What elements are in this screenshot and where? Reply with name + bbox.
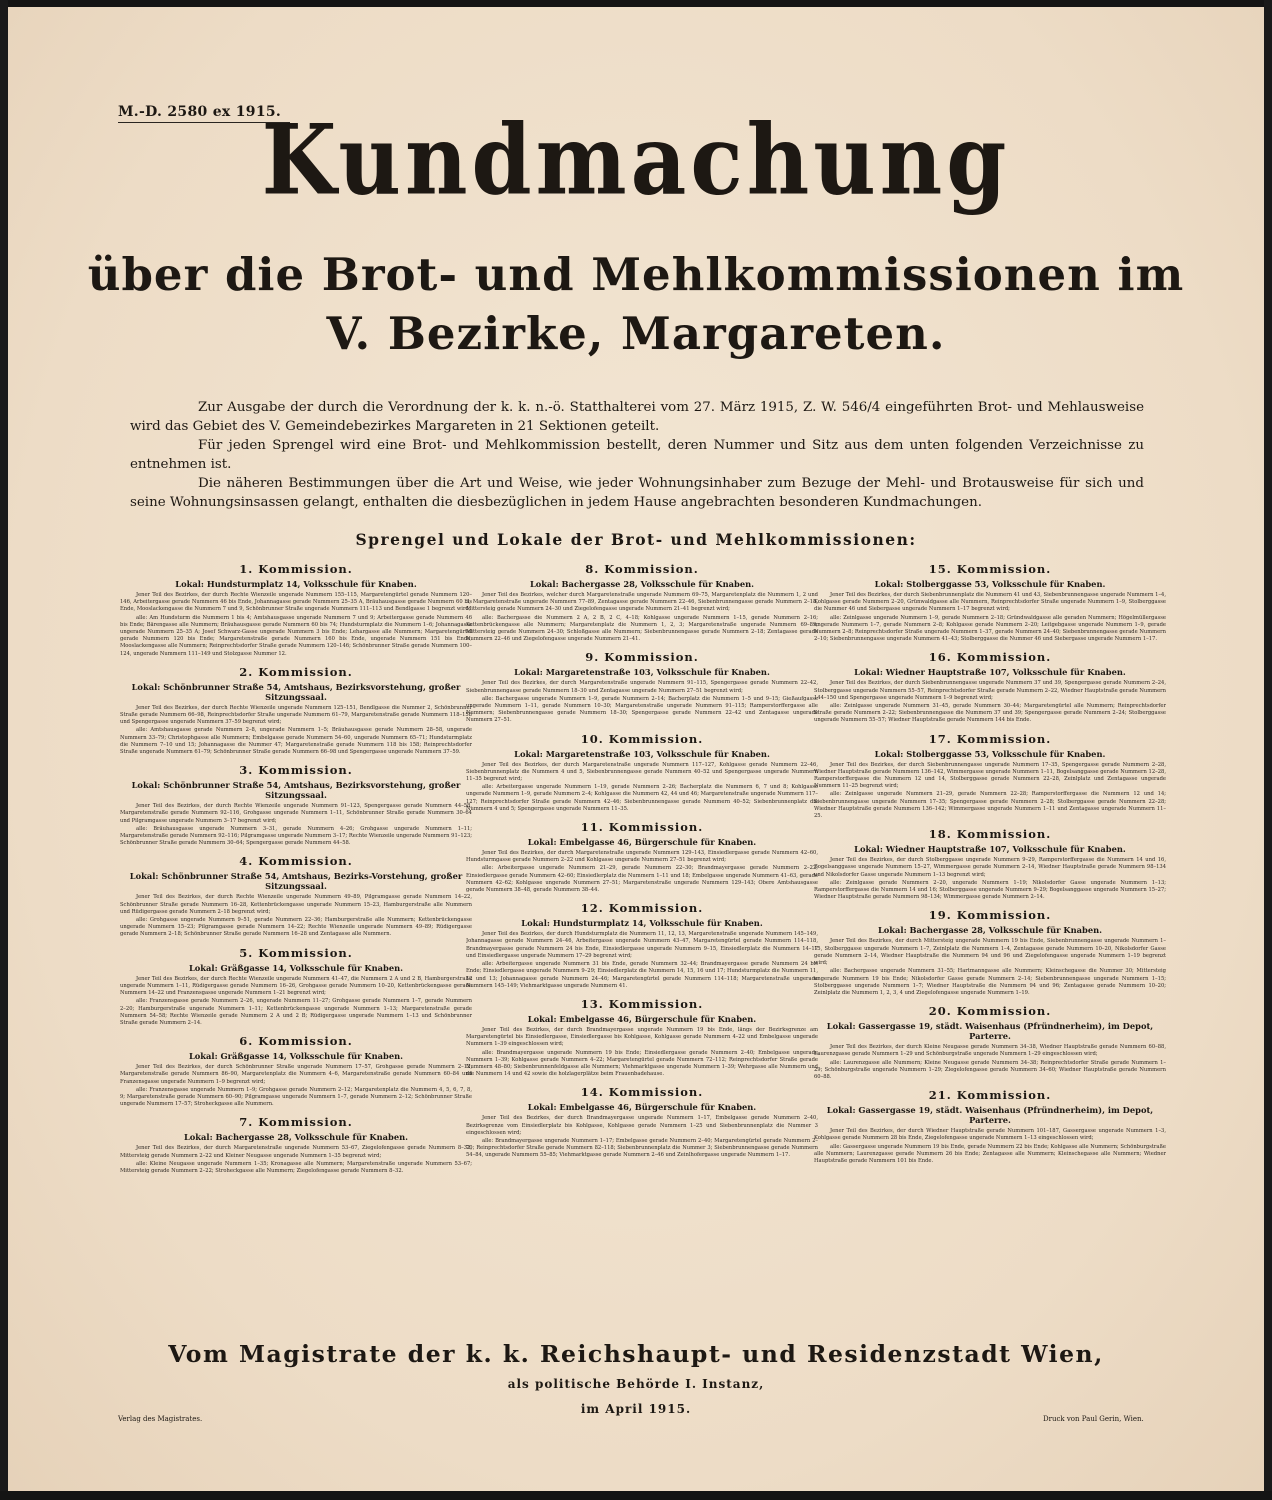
commission-paragraph: alle: Arbeitergasse ungerade Nummern 1–19, gerade Nummern 2–26; Bacherplatz die Nummern 6, 7 und 8; Kohlgasse ungerade Nummern 1–9, gerade Nummern 2–4; Kohlgasse die Nummern 42, 44 und 46; Margaretenstraße ungerade Nummern 117–127; Reinprechtsdorfer Straße gerade Nummern 42–46; Siebenbrunnengasse gerade Nummern 40–52; Siebenbrunnenplatz die Nummern 4 und 5; Spengergasse ungerade Nummern 11–35. <box>466 784 818 812</box>
commission-block <box>466 820 818 894</box>
commission-paragraph: Jener Teil des Bezirkes, der durch Brandmayergasse ungerade Nummern 19 bis Ende, längs der Bezirksgrenze am Margaretengürtel bis Einsiedlergasse, Einsiedlergasse bis Kohlgasse, Kohlgasse gerade Nummern 4–22 und Embelgasse ungerade Nummern 1–39 eingeschlossen wird; <box>466 1026 818 1048</box>
commission-block <box>120 562 472 658</box>
commission-paragraph: Jener Teil des Bezirkes, der durch Margaretenstraße ungerade Nummern 91–115, Spengergasse gerade Nummern 22–42, Siebenbrunnengasse gerade Nummern 18–30 und Zentagasse ungerade Nummern 27–51 begrenzt wird; <box>466 680 818 694</box>
commission-block <box>466 901 818 990</box>
commission-location: Lokal: Margaretenstraße 103, Volksschule für Knaben. <box>514 748 770 759</box>
commission-title: 19. Kommission. <box>928 908 1052 923</box>
commission-description <box>120 1064 472 1108</box>
commission-paragraph: alle: Kleine Neugasse ungerade Nummern 1–35; Kronagasse alle Nummern; Margaretenstraße ungerade Nummern 53–67; Mittersteig gerade Nummern 2–22; Stroheckgasse alle Nummern; Ziegelofengasse gerade Nummern 8–32. <box>120 1160 472 1174</box>
authority-line: als politische Behörde I. Instanz, <box>507 1377 765 1391</box>
commission-paragraph: Jener Teil des Bezirkes, der durch Margaretenstraße ungerade Nummern 53–67, Ziegelofengasse gerade Nummern 8–32, Mittersteig gerade Nummern 2–22 und Kleiner Neugasse ungerade Nummern 1–35 begrenzt wird; <box>120 1145 472 1159</box>
commission-paragraph: Jener Teil des Bezirkes, der durch Rechte Wienzeile ungerade Nummern 155–115, Margaretengürtel gerade Nummern 120–146, Arbeitergasse gerade Nummern 46 bis Ende, Johannagasse gerade Nummern 25–35 A, Bräuhausgasse gerade Nummern 60 bis Ende, Mooslackengasse die Nummern 7 und 9, Schönbrunner Straße ungerade Nummern 111–113 und Bendlgasse 1 begrenzt wird; <box>120 592 472 613</box>
commission-block <box>814 827 1166 901</box>
commission-title: 4. Kommission. <box>239 854 353 869</box>
scan-border-left <box>0 0 8 1500</box>
scan-border-right <box>1264 0 1272 1500</box>
page-title: Kundmachung <box>261 103 1011 217</box>
commission-block <box>814 732 1166 821</box>
commission-description <box>120 592 472 658</box>
commission-description <box>120 705 472 756</box>
section-heading: Sprengel und Lokale der Brot- und Mehlkommissionen: <box>355 530 917 549</box>
commission-description <box>814 938 1166 997</box>
intro-text <box>130 398 1144 512</box>
commission-block <box>814 650 1166 724</box>
reference-number: M.-D. 2580 ex 1915. <box>118 104 290 123</box>
scan-border-bottom <box>0 1491 1272 1500</box>
commission-title: 12. Kommission. <box>580 901 704 916</box>
commission-location: Lokal: Bachergasse 28, Volksschule für Knaben. <box>529 579 755 589</box>
commission-paragraph: alle: Franzensgasse ungerade Nummern 1–9; Grohgasse gerade Nummern 2–12; Margaretenplatz die Nummern 4, 5, 6, 7, 8, 9; Margaretenstraße gerade Nummern 60–90; Pilgramgasse ungerade Nummern 1–7, gerade Nummern 2–12; Schönbrunner Straße ungerade Nummern 17–57; Stroheckgasse alle Nummern. <box>120 1086 472 1108</box>
date-line: im April 1915. <box>580 1402 692 1416</box>
commission-description <box>466 931 818 990</box>
commission-description <box>814 1128 1166 1165</box>
commission-block <box>120 1034 472 1108</box>
commission-description <box>814 592 1166 643</box>
commission-paragraph: Jener Teil des Bezirkes, der durch Siebenbrunnengasse ungerade Nummern 17–35, Spengergasse gerade Nummern 2–28, Wiedner Hauptstraße gerade Nummern 136–142, Wimmergasse ungerade Nummern 1–11, Bogelsanggasse gerade Nummern 12–28, Ramperstorffergasse die Nummern 12 und 14, Stolberggasse gerade Nummern 22–28, Zeinlplatz und Zentagasse ungerade Nummern 11–25 begrenzt wird; <box>814 761 1166 790</box>
commission-location: Lokal: Embelgasse 46, Bürgerschule für Knaben. <box>527 1013 757 1024</box>
commission-paragraph: alle: Zeinlgasse ungerade Nummern 31–45, gerade Nummern 30–44; Margaretengürtel alle Nummern; Reinprechtsdorfer Straße gerade Nummern 2–22; Siebenbrunnengasse die Nummern 37 und 39; Spengergasse gerade Nummern 2–24; Stolberggasse ungerade Nummern 55–57; Wiedner Hauptstraße gerade Nummern 144 bis Ende. <box>814 703 1166 724</box>
commission-column-1 <box>120 562 472 1342</box>
commission-title: 11. Kommission. <box>580 820 704 835</box>
intro-paragraph: Zur Ausgabe der durch die Verordnung der k. k. n.-ö. Statthalterei vom 27. März 1915, Z. W. 546/4 eingeführten Brot- und Mehlausweise wird das Gebiet des V. Gemeindebezirkes Margareten in 21 Sektionen geteilt. <box>130 400 1144 434</box>
commission-description <box>466 680 818 724</box>
commission-paragraph: alle: Arbeitergasse ungerade Nummern 21–29, gerade Nummern 22–30; Brandmayergasse gerade Nummern 2–22; Einsiedlergasse gerade Nummern 42–60; Einsiedlerplatz die Nummern 1–11 und 18; Embelgasse ungerade Nummern 41–63, gerade Nummern 42–62; Kohlgasse ungerade Nummern 27–51; Margaretenstraße ungerade Nummern 129–143; Obere Amtshausgasse gerade Nummern 38–48, gerade Nummern 38–44. <box>466 865 818 894</box>
commission-location: Lokal: Stolberggasse 53, Volksschule für Knaben. <box>874 579 1106 589</box>
commission-block <box>120 665 472 756</box>
commission-paragraph: Jener Teil des Bezirkes, der durch Wiedner Hauptstraße gerade Nummern 101–187, Gassergasse ungerade Nummern 1–3, Kohlgasse gerade Nummern 28 bis Ende, Ziegelofengasse ungerade Nummern 1–13 eingeschlossen wird; <box>814 1128 1166 1142</box>
commission-block <box>814 562 1166 643</box>
commission-location: Lokal: Bachergasse 28, Volksschule für Knaben. <box>183 1132 409 1143</box>
commission-location: Lokal: Hundsturmplatz 14, Volksschule für Knaben. <box>175 579 417 589</box>
commission-block <box>120 946 472 1027</box>
commission-description <box>466 1115 818 1159</box>
commission-paragraph: Jener Teil des Bezirkes, der durch Margaretenstraße ungerade Nummern 117–127, Kohlgasse gerade Nummern 22–46, Siebenbrunnenplatz die Nummern 4 und 5, Siebenbrunnengasse gerade Nummern 40–52 und Spengergasse ungerade Nummern 11–35 begrenzt wird; <box>466 761 818 783</box>
commission-paragraph: Jener Teil des Bezirkes, der durch Schönbrunner Straße ungerade Nummern 17–57, Grohgasse gerade Nummern 2–12, Margaretenstraße gerade Nummern 86–90, Margaretenplatz die Nummern 4–6, Margaretenstraße gerade Nummern 60–84 und Franzensgasse ungerade Nummern 1–9 begrenzt wird; <box>120 1064 472 1085</box>
commission-title: 21. Kommission. <box>928 1088 1052 1103</box>
commission-paragraph: Jener Teil des Bezirkes, der durch Rechte Wienzeile ungerade Nummern 41–47, die Nummern 2 A und 2 B, Hamburgerstraße ungerade Nummern 1–11, Rüdigergasse gerade Nummern 16–26, Grohgasse gerade Nummern 10–20, Kettenbrückengasse gerade Nummern 14–22 und Franzensgasse ungerade Nummern 1–21 begrenzt wird; <box>120 975 472 997</box>
commission-block <box>466 650 818 724</box>
commission-description <box>814 680 1166 724</box>
commission-paragraph: alle: Gassergasse ungerade Nummern 19 bis Ende, gerade Nummern 22 bis Ende; Kohlgasse alle Nummern; Schönburgstraße alle Nummern; Laurenzgasse gerade Nummern 26 bis Ende; Zentagasse alle Nummern; Kleinschegasse alle Nummern; Wiedner Hauptstraße gerade Nummern 101 bis Ende. <box>814 1143 1166 1164</box>
commission-location: Lokal: Schönbrunner Straße 54, Amtshaus, Bezirksvorstehung, großer Sitzungssaal. <box>131 681 461 702</box>
commission-paragraph: Jener Teil des Bezirkes, der durch Hundsturmplatz die Nummern 11, 12, 13, Margaretenstraße ungerade Nummern 145–149, Johannagasse gerade Nummern 24–46, Arbeitergasse ungerade Nummern 43–47, Margaretengürtel gerade Nummern 114–118, Brandmayergasse gerade Nummern 24 bis Ende, Einsiedlergasse ungerade Nummern 9–15, Einsiedlerplatz die Nummern 14–17 und Einsiedlergasse ungerade Nummern 17–29 begrenzt wird; <box>466 931 818 959</box>
commission-title: 5. Kommission. <box>239 945 353 960</box>
issuer-line: Vom Magistrate der k. k. Reichshaupt- und Residenzstadt Wien, <box>168 1340 1104 1368</box>
commission-title: 3. Kommission. <box>239 763 353 778</box>
commission-paragraph: Jener Teil des Bezirkes, der durch Siebenbrunnengasse ungerade Nummern 37 und 39, Spengergasse gerade Nummern 2–24, Stolberggasse ungerade Nummern 55–57, Reinprechtsdorfer Straße gerade Nummern 2–22, Wiedner Hauptstraße gerade Nummern 144–150 und Spengergasse ungerade Nummern 1–9 begrenzt wird; <box>814 680 1166 701</box>
scan-border-top <box>0 0 1272 7</box>
commission-paragraph: alle: Brandmayergasse ungerade Nummern 1–17; Embelgasse gerade Nummern 2–40; Margaretengürtel gerade Nummern 2–70; Reinprechtsdorfer Straße gerade Nummern 82–118; Siebenbrunnenplatz die Nummer 3; Siebenbrunnengasse gerade Nummern 54–84, ungerade Nummern 55–85; Viehmarktgasse gerade Nummern 2–46 und Zeinlhofergasse ungerade Nummern 1–17. <box>466 1137 818 1159</box>
commission-title: 10. Kommission. <box>580 731 704 746</box>
commission-paragraph: Jener Teil des Bezirkes, welcher durch Margaretenstraße ungerade Nummern 69–75, Margaretenplatz die Nummern 1, 2 und 3, Margaretenstraße ungerade Nummern 77–89, Zentagasse gerade Nummern 22–46, Siebenbrunnengasse gerade Nummern 2–18, Mittersteig gerade Nummern 24–30 und Ziegelofengasse ungerade Nummern 21–41 begrenzt wird; <box>466 592 818 613</box>
commission-description <box>466 850 818 894</box>
commission-location: Lokal: Margaretenstraße 103, Volksschule für Knaben. <box>514 667 770 678</box>
commission-paragraph: alle: Zeinlgasse ungerade Nummern 1–9, gerade Nummern 2–18; Gründwaldgasse alle geraden Nummern; Högelmüllergasse ungerade Nummern 1–7, gerade Nummern 2–8; Kohlgasse gerade Nummern 2–20; Leitgebgasse ungerade Nummern 1–9, gerade Nummern 2–8; Reinprechtsdorfer Straße ungerade Nummern 1–37, gerade Nummern 24–40; Siebenbrunnengasse gerade Nummern 2–10; Siebenbrunnengasse ungerade Nummern 41–43; Stolberggasse die Nummer 46 und Siebergasse ungerade Nummern 1–17. <box>814 614 1166 643</box>
commission-paragraph: alle: Franzensgasse gerade Nummern 2–26, ungerade Nummern 11–27; Grohgasse gerade Nummern 1–7, gerade Nummern 2–20; Hamburgerstraße ungerade Nummern 1–11; Kettenbrückengasse ungerade Nummern 1–13; Margaretenstraße gerade Nummern 54–58; Rechte Wienzeile gerade Nummern 2 A und 2 B; Rüdigergasse ungerade Nummern 1–13 und Schönbrunner Straße gerade Nummern 2–14. <box>120 998 472 1026</box>
commission-title: 13. Kommission. <box>580 996 704 1011</box>
commission-description <box>466 1027 818 1078</box>
commission-paragraph: Jener Teil des Bezirkes, der durch Mittersteig ungerade Nummern 19 bis Ende, Siebenbrunnengasse ungerade Nummern 1–15, Stolberggasse ungerade Nummern 1–7, Zeinlplatz die Nummern 1–4, Zentagasse gerade Nummern 10–20, Nikolsdorfer Gasse gerade Nummern 2–14, Wiedner Hauptstraße die Nummern 94 und 96 und Ziegelofengasse ungerade Nummern 1–19 begrenzt wird; <box>814 938 1166 967</box>
commission-paragraph: alle: Bachergasse ungerade Nummern 31–55; Hartmanngasse alle Nummern; Kleinschegasse die Nummer 30; Mittersteig ungerade Nummern 19 bis Ende; Nikolsdorfer Gasse gerade Nummern 2–14; Siebenbrunnengasse ungerade Nummern 1–15; Stolberggasse ungerade Nummern 1–7; Wiedner Hauptstraße die Nummern 94 und 96; Zentagasse gerade Nummern 10–20; Zeinlplatz die Nummern 1, 2, 3, 4 und Ziegelofengasse ungerade Nummern 1–19. <box>814 968 1166 996</box>
commission-title: 16. Kommission. <box>928 650 1052 665</box>
commission-block <box>120 1115 472 1175</box>
commission-paragraph: alle: Arbeitergasse ungerade Nummern 31 bis Ende, gerade Nummern 32–44; Brandmayergasse gerade Nummern 24 bis Ende; Einsiedlergasse ungerade Nummern 9–29; Einsiedlerplatz die Nummern 14, 15, 16 und 17; Hundsturmplatz die Nummern 11, 12 und 13; Johannagasse gerade Nummern 24–46; Margaretengürtel gerade Nummern 114–118; Margaretenstraße ungerade Nummern 145–149; Viehmarktgasse ungerade Nummern 41. <box>466 961 818 989</box>
commission-paragraph: alle: Zeinlgasse ungerade Nummern 21–29, gerade Nummern 22–28; Ramperstorffergasse die Nummern 12 und 14; Siebenbrunnengasse ungerade Nummern 17–35; Spengergasse gerade Nummern 2–28; Stolberggasse gerade Nummern 22–28; Wiedner Hauptstraße gerade Nummern 136–142; Wimmergasse ungerade Nummern 1–11 und Zentagasse ungerade Nummern 11–25. <box>814 791 1166 820</box>
commission-paragraph: Jener Teil des Bezirkes, der durch Margaretenstraße ungerade Nummern 129–143, Einsiedlergasse gerade Nummern 42–60, Hundsturmgasse gerade Nummern 2–22 und Kohlgasse ungerade Nummern 27–51 begrenzt wird; <box>466 850 818 864</box>
commission-description <box>120 976 472 1027</box>
commission-description <box>466 762 818 813</box>
page-subtitle <box>0 246 1272 363</box>
commission-paragraph: Jener Teil des Bezirkes, der durch Stolberggasse ungerade Nummern 9–29, Ramperstorffergasse die Nummern 14 und 16, Bogelsanggasse ungerade Nummern 15–27, Wimmergasse gerade Nummern 2–14, Wiedner Hauptstraße gerade Nummern 98–134 und Nikolsdorfer Gasse ungerade Nummern 1–13 begrenzt wird; <box>814 857 1166 878</box>
commission-description <box>814 857 1166 901</box>
commission-location: Lokal: Gräßgasse 14, Volksschule für Knaben. <box>188 1051 404 1062</box>
commission-column-3 <box>814 562 1166 1342</box>
commission-paragraph: Jener Teil des Bezirkes, der durch Rechte Wienzeile ungerade Nummern 49–89, Pilgramgasse gerade Nummern 14–22, Schönbrunner Straße gerade Nummern 16–28, Kettenbrückengasse ungerade Nummern 15–23, Hamburgerstraße alle Nummern und Rüdigergasse gerade Nummern 2–18 begrenzt wird; <box>120 894 472 915</box>
commission-paragraph: alle: Amtshausgasse gerade Nummern 2–8, ungerade Nummern 1–5; Bräuhausgasse gerade Nummern 28–58, ungerade Nummern 33–79; Christophgasse alle Nummern; Embelgasse gerade Nummern 54–60, ungerade Nummern 65–71; Hundsturmplatz die Nummern 7–10 und 15; Johannagasse die Nummer 47; Margaretenstraße gerade Nummern 118 bis 158; Reinprechtsdorfer Straße ungerade Nummern 61–79; Schönbrunner Straße gerade Nummern 66–98 und Spengergasse ungerade Nummern 37–59. <box>120 727 472 756</box>
commission-block <box>120 763 472 847</box>
intro-paragraph: Für jeden Sprengel wird eine Brot- und Mehlkommission bestellt, deren Nummer und Sitz aus dem unten folgenden Verzeichnisse zu entnehmen ist. <box>130 438 1144 472</box>
commission-location: Lokal: Embelgasse 46, Bürgerschule für Knaben. <box>527 1102 757 1113</box>
commission-title: 8. Kommission. <box>585 562 699 576</box>
printer-note: Druck von Paul Gerin, Wien. <box>1043 1415 1144 1423</box>
commission-location: Lokal: Gassergasse 19, städt. Waisenhaus (Pfründnerheim), im Depot, Parterre. <box>826 1105 1154 1126</box>
commission-location: Lokal: Schönbrunner Straße 54, Amtshaus, Bezirks-Vorstehung, großer Sitzungssaal. <box>129 871 463 892</box>
commission-paragraph: Jener Teil des Bezirkes, der durch Rechte Wienzeile ungerade Nummern 91–123, Spengergasse gerade Nummern 44–58, Margaretenstraße gerade Nummern 92–116, Grohgasse ungerade Nummern 1–11, Schönbrunner Straße gerade Nummern 30–64 und Pilgramgasse ungerade Nummern 3–17 begrenzt wird; <box>120 803 472 824</box>
commission-location: Lokal: Stolberggasse 53, Volksschule für Knaben. <box>874 748 1106 759</box>
publisher-note: Verlag des Magistrates. <box>118 1415 203 1423</box>
commission-block <box>466 562 818 643</box>
commission-paragraph: alle: Bachergasse ungerade Nummern 1–9, gerade Nummern 2–14; Bacherplatz die Nummern 1–5 und 9–15; Gießaufgasse ungerade Nummern 1–11, gerade Nummern 10–30; Margaretenstraße ungerade Nummern 91–115; Ramperstorffergasse alle Nummern; Siebenbrunnengasse gerade Nummern 18–30; Spengergasse gerade Nummern 22–42 und Zentagasse ungerade Nummern 27–51. <box>466 695 818 724</box>
commission-paragraph: alle: Bräuhausgasse ungerade Nummern 3–31, gerade Nummern 4–26; Grohgasse ungerade Nummern 1–11; Margaretenstraße gerade Nummern 92–116; Pilgramgasse ungerade Nummern 3–17; Rechte Wienzeile ungerade Nummern 91–123; Schönbrunner Straße gerade Nummern 30–64; Spengergasse gerade Nummern 44–58. <box>120 825 472 847</box>
subtitle-line-1: über die Brot- und Mehlkommissionen im <box>87 248 1185 301</box>
commission-description <box>814 1044 1166 1081</box>
commission-description <box>120 803 472 847</box>
commission-block <box>120 854 472 938</box>
commission-title: 18. Kommission. <box>928 827 1052 842</box>
commission-paragraph: alle: Laurenzgasse alle Nummern; Kleine Neugasse gerade Nummern 34–38; Reinprechtsdorfer Straße gerade Nummern 1–29; Schönburgstraße ungerade Nummern 1–29; Ziegelofengasse gerade Nummern 34–60; Wiedner Hauptstraße gerade Nummern 60–88. <box>814 1059 1166 1080</box>
commission-location: Lokal: Embelgasse 46, Bürgerschule für Knaben. <box>527 837 757 848</box>
commission-title: 7. Kommission. <box>239 1115 353 1130</box>
commission-description <box>120 894 472 938</box>
commission-paragraph: Jener Teil des Bezirkes, der durch Brandmayergasse ungerade Nummern 1–17, Embelgasse gerade Nummern 2–40, Bezirksgrenze vom Einsiedlerplatz bis Kohlgasse, Kohlgasse gerade Nummern 1–25 und Siebenbrunnenplatz die Nummer 3 eingeschlossen wird; <box>466 1115 818 1136</box>
commission-location: Lokal: Bachergasse 28, Volksschule für Knaben. <box>877 925 1103 936</box>
commission-description <box>120 1145 472 1175</box>
intro-paragraph: Die näheren Bestimmungen über die Art und Weise, wie jeder Wohnungsinhaber zum Bezuge der Mehl- und Brotausweise für sich und seine Wohnungsinsassen gelangt, enthalten die diesbezüglichen in jedem Hause angebrachten besonderen Kundmachungen. <box>130 476 1144 510</box>
commission-location: Lokal: Schönbrunner Straße 54, Amtshaus, Bezirksvorstehung, großer Sitzungssaal. <box>131 780 461 801</box>
commission-title: 1. Kommission. <box>239 562 353 576</box>
commission-title: 2. Kommission. <box>239 664 353 679</box>
commission-title: 17. Kommission. <box>928 731 1052 746</box>
commission-paragraph: alle: Am Hundsturm die Nummern 1 bis 4; Amtshausgasse ungerade Nummern 7 und 9; Arbeitergasse gerade Nummern 46 bis Ende; Bärengasse alle Nummern; Bräuhausgasse gerade Nummern 60 bis 74; Hundsturmplatz die Nummern 1–6; Johannagasse ungerade Nummern 25–35 A; Josef Schwarz-Gasse ungerade Nummern 3 bis Ende; Lehargasse alle Nummern; Margaretengürtel gerade Nummern 120 bis Ende; Margaretenstraße gerade Nummern 160 bis Ende, ungerade Nummern 151 bis Ende; Mooslackengasse alle Nummern; Reinprechtsdorfer Straße gerade Nummern 120–146; Schönbrunner Straße gerade Nummern 100–124, ungerade Nummern 111–149 und Stolzgasse Nummer 12. <box>120 614 472 657</box>
commission-paragraph: alle: Bachergasse die Nummern 2 A, 2 B, 2 C, 4–18; Kohlgasse ungerade Nummern 1–15, gerade Nummern 2–16; Kettenbrückengasse alle Nummern; Margaretenplatz die Nummern 1, 2, 3; Margaretenstraße ungerade Nummern 69–89; Mittersteig gerade Nummern 24–30; Schloßgasse alle Nummern; Siebenbrunnengasse gerade Nummern 2–18; Zentagasse gerade Nummern 22–46 und Ziegelofengasse ungerade Nummern 21–41. <box>466 614 818 643</box>
commission-block <box>814 1088 1166 1165</box>
commission-block <box>466 732 818 813</box>
commission-location: Lokal: Gassergasse 19, städt. Waisenhaus (Pfründnerheim), im Depot, Parterre. <box>826 1021 1154 1042</box>
commission-paragraph: Jener Teil des Bezirkes, der durch Rechte Wienzeile ungerade Nummern 125–151, Bendlgasse die Nummer 2, Schönbrunner Straße gerade Nummern 66–98, Reinprechtsdorfer Straße ungerade Nummern 61–79, Margaretenstraße gerade Nummern 118–158 und Spengergasse ungerade Nummern 37–59 begrenzt wird; <box>120 704 472 726</box>
commission-paragraph: Jener Teil des Bezirkes, der durch Siebenbrunnenplatz die Nummern 41 und 43, Siebenbrunnengasse ungerade Nummern 1–4, Kohlgasse gerade Nummern 2–20, Grünwaldgasse alle Nummern, Reinprechtsdorfer Straße ungerade Nummern 1–9, Stolberggasse die Nummer 46 und Siebergasse ungerade Nummern 1–17 begrenzt wird; <box>814 592 1166 613</box>
commission-paragraph: alle: Brandmayergasse ungerade Nummern 19 bis Ende; Einsiedlergasse gerade Nummern 2–40; Embelgasse ungerade Nummern 1–39; Kohlgasse gerade Nummern 4–22; Margaretengürtel gerade Nummern 72–112; Reinprechtsdorfer Straße gerade Nummern 48–80; Siebenbrunnenfeldgasse alle Nummern; Viehmarktgasse ungerade Nummern 1–39; Wehrgasse alle Nummern und die Nummern 14 und 42 sowie die holzlagerplätze beim Frauenbadehause. <box>466 1049 818 1078</box>
commission-title: 9. Kommission. <box>585 650 699 665</box>
commission-column-2 <box>466 562 818 1342</box>
commission-paragraph: alle: Grohgasse ungerade Nummern 9–51, gerade Nummern 22–36; Hamburgerstraße alle Nummern; Kettenbrückengasse ungerade Nummern 15–23; Pilgramgasse gerade Nummern 14–22; Rechte Wienzeile ungerade Nummern 49–89; Rüdigergasse gerade Nummern 2–18; Schönbrunner Straße gerade Nummern 16–28 und Zentagasse alle Nummern. <box>120 917 472 938</box>
commission-paragraph: Jener Teil des Bezirkes, der durch Kleine Neugasse gerade Nummern 34–38, Wiedner Hauptstraße gerade Nummern 60–88, Laurenzgasse gerade Nummern 1–29 und Schönburgstraße ungerade Nummern 1–29 eingeschlossen wird; <box>814 1044 1166 1058</box>
commission-block <box>466 997 818 1078</box>
commission-location: Lokal: Gräßgasse 14, Volksschule für Knaben. <box>188 962 404 973</box>
commission-paragraph: alle: Zeinlgasse gerade Nummern 2–20, ungerade Nummern 1–19; Nikolsdorfer Gasse ungerade Nummern 1–13; Ramperstorffergasse die Nummern 14 und 16; Stolberggasse ungerade Nummern 9–29; Bogelsanggasse ungerade Nummern 15–27; Wiedner Hauptstraße gerade Nummern 98–134; Wimmergasse gerade Nummern 2–14. <box>814 879 1166 901</box>
commission-title: 15. Kommission. <box>928 562 1052 576</box>
commission-description <box>814 762 1166 821</box>
commission-title: 20. Kommission. <box>928 1004 1052 1019</box>
commission-title: 6. Kommission. <box>239 1034 353 1049</box>
commission-location: Lokal: Wiedner Hauptstraße 107, Volksschule für Knaben. <box>854 844 1126 855</box>
commission-location: Lokal: Wiedner Hauptstraße 107, Volksschule für Knaben. <box>854 667 1126 678</box>
commission-block <box>466 1085 818 1159</box>
commission-title: 14. Kommission. <box>580 1085 704 1100</box>
commission-block <box>814 908 1166 997</box>
subtitle-line-2: V. Bezirke, Margareten. <box>326 306 946 360</box>
commission-location: Lokal: Hundsturmplatz 14, Volksschule für Knaben. <box>521 918 763 929</box>
commission-description <box>466 592 818 643</box>
commission-block <box>814 1004 1166 1081</box>
